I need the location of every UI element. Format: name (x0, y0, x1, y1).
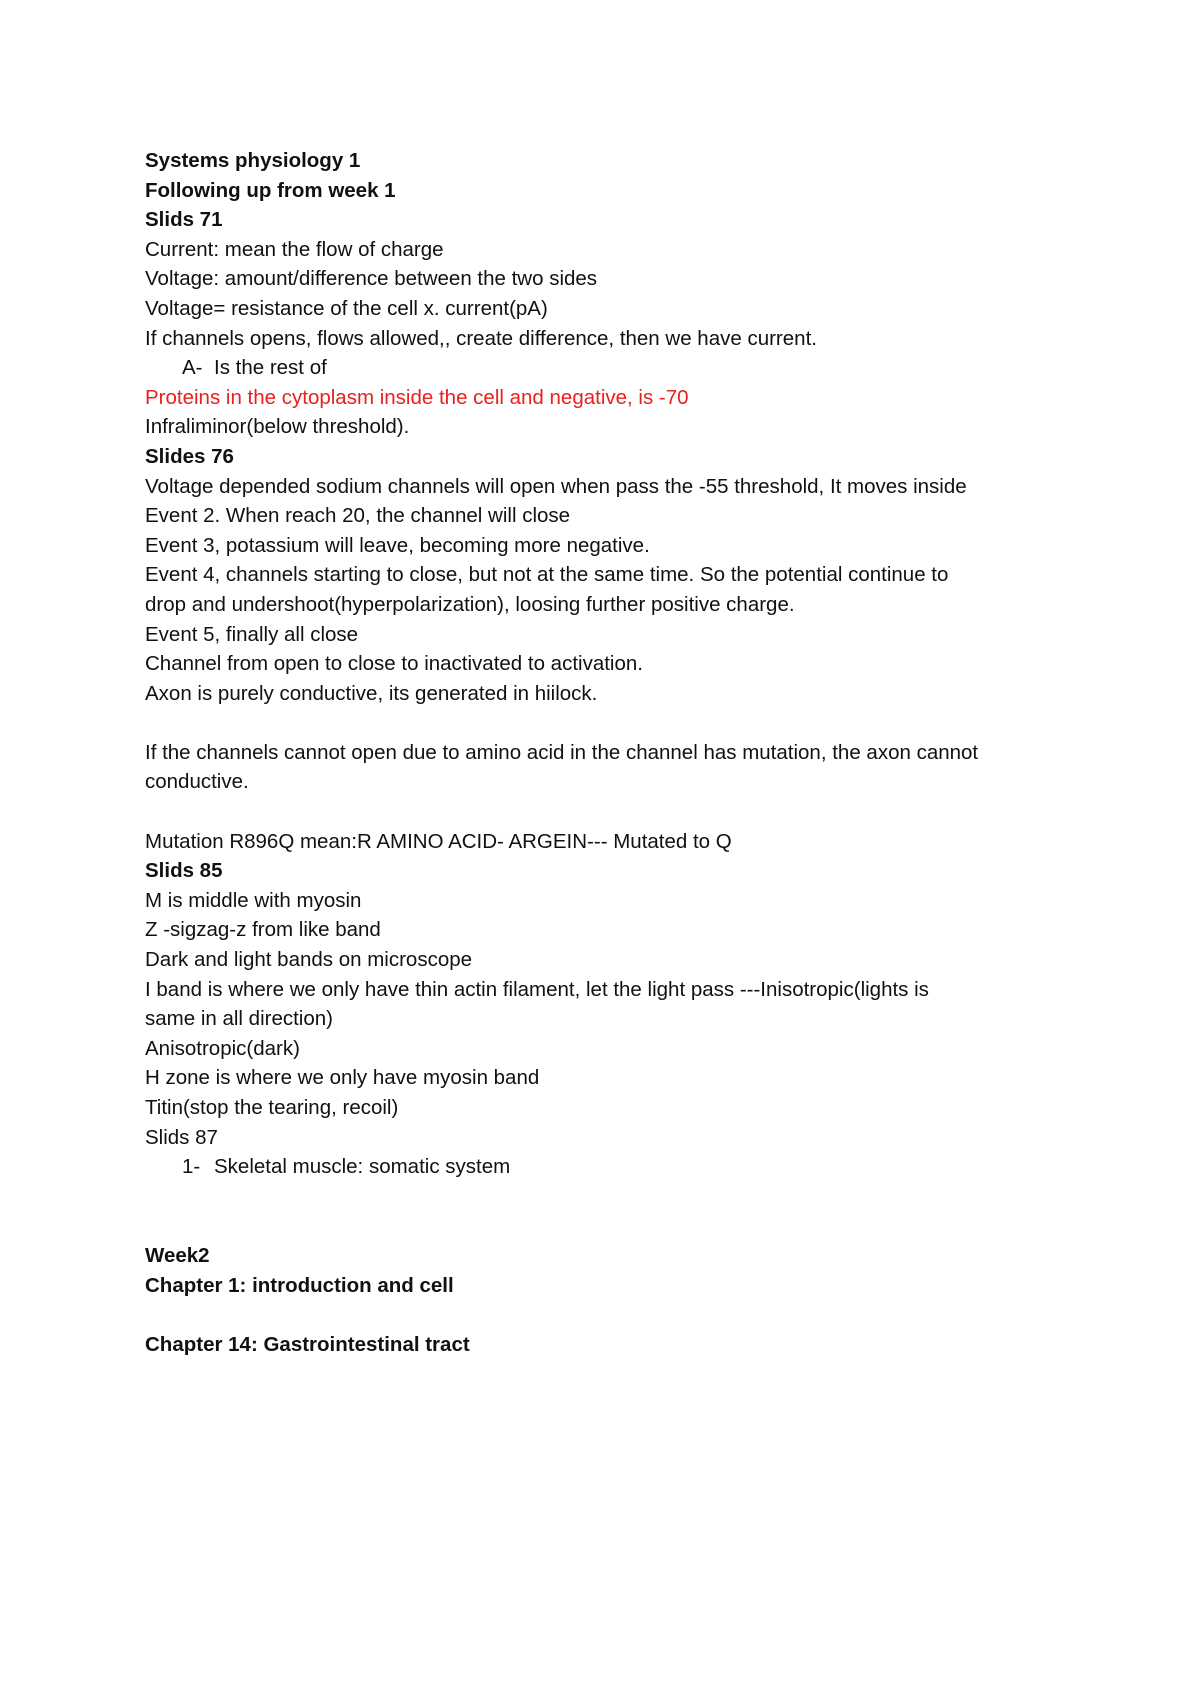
section-heading-slids-71: Slids 71 (145, 208, 223, 232)
paragraph-line: Dark and light bands on microscope (145, 948, 473, 972)
paragraph-line: drop and undershoot(hyperpolarization), loosing further positive charge. (145, 592, 795, 616)
paragraph-line: Event 3, potassium will leave, becoming more negative. (145, 533, 650, 557)
paragraph-line: I band is where we only have thin actin filament, let the light pass ---Inisotropic(lights is (145, 977, 929, 1001)
paragraph-line: M is middle with myosin (145, 888, 362, 912)
blank-line (145, 708, 1085, 738)
paragraph-line: Axon is purely conductive, its generated in hiilock. (145, 681, 598, 705)
list-marker: 1- (182, 1155, 201, 1179)
paragraph-line: H zone is where we only have myosin band (145, 1066, 540, 1090)
paragraph-line: Event 4, channels starting to close, but not at the same time. So the potential continue to (145, 563, 949, 587)
paragraph-line: If channels opens, flows allowed,, create difference, then we have current. (145, 326, 817, 350)
paragraph-line: same in all direction) (145, 1007, 333, 1031)
section-heading-slides-76: Slides 76 (145, 444, 234, 468)
blank-line (145, 1182, 1085, 1212)
paragraph-line: Anisotropic(dark) (145, 1036, 300, 1060)
paragraph-line: conductive. (145, 770, 249, 794)
paragraph-line: Voltage depended sodium channels will open when pass the -55 threshold, It moves inside (145, 474, 967, 498)
paragraph-line: Voltage: amount/difference between the two sides (145, 267, 598, 291)
list-item-text: Is the rest of (214, 356, 327, 380)
paragraph-line: Channel from open to close to inactivated to activation. (145, 652, 643, 676)
paragraph-line: Voltage= resistance of the cell x. current(pA) (145, 296, 548, 320)
paragraph-line: Event 2. When reach 20, the channel will close (145, 504, 571, 528)
paragraph-line: Event 5, finally all close (145, 622, 359, 646)
list-item-text: Skeletal muscle: somatic system (214, 1155, 511, 1179)
section-heading-slids-85: Slids 85 (145, 859, 223, 883)
blank-line (145, 1300, 1085, 1330)
paragraph-line: If the channels cannot open due to amino acid in the channel has mutation, the axon cannot (145, 740, 979, 764)
blank-line (145, 1211, 1085, 1241)
chapter-heading: Chapter 1: introduction and cell (145, 1273, 454, 1297)
chapter-heading: Chapter 14: Gastrointestinal tract (145, 1332, 470, 1356)
document-title: Systems physiology 1 (145, 149, 361, 172)
week2-heading: Week2 (145, 1243, 210, 1267)
document-subtitle: Following up from week 1 (145, 178, 396, 202)
paragraph-line: Current: mean the flow of charge (145, 237, 444, 261)
blank-line (145, 797, 1085, 827)
paragraph-line: Titin(stop the tearing, recoil) (145, 1096, 399, 1119)
section-heading-slids-87: Slids 87 (145, 1125, 218, 1149)
list-item (145, 1152, 1085, 1182)
paragraph-line: Mutation R896Q mean:R AMINO ACID- ARGEIN--- Mutated to Q (145, 829, 732, 853)
list-marker: A- (182, 356, 203, 380)
paragraph-line: Infraliminor(below threshold). (145, 415, 410, 439)
highlighted-red-line: Proteins in the cytoplasm inside the cell and negative, is -70 (145, 385, 689, 409)
paragraph-line: Z -sigzag-z from like band (145, 918, 381, 942)
list-item (145, 353, 1085, 383)
document-body (145, 146, 1085, 1359)
